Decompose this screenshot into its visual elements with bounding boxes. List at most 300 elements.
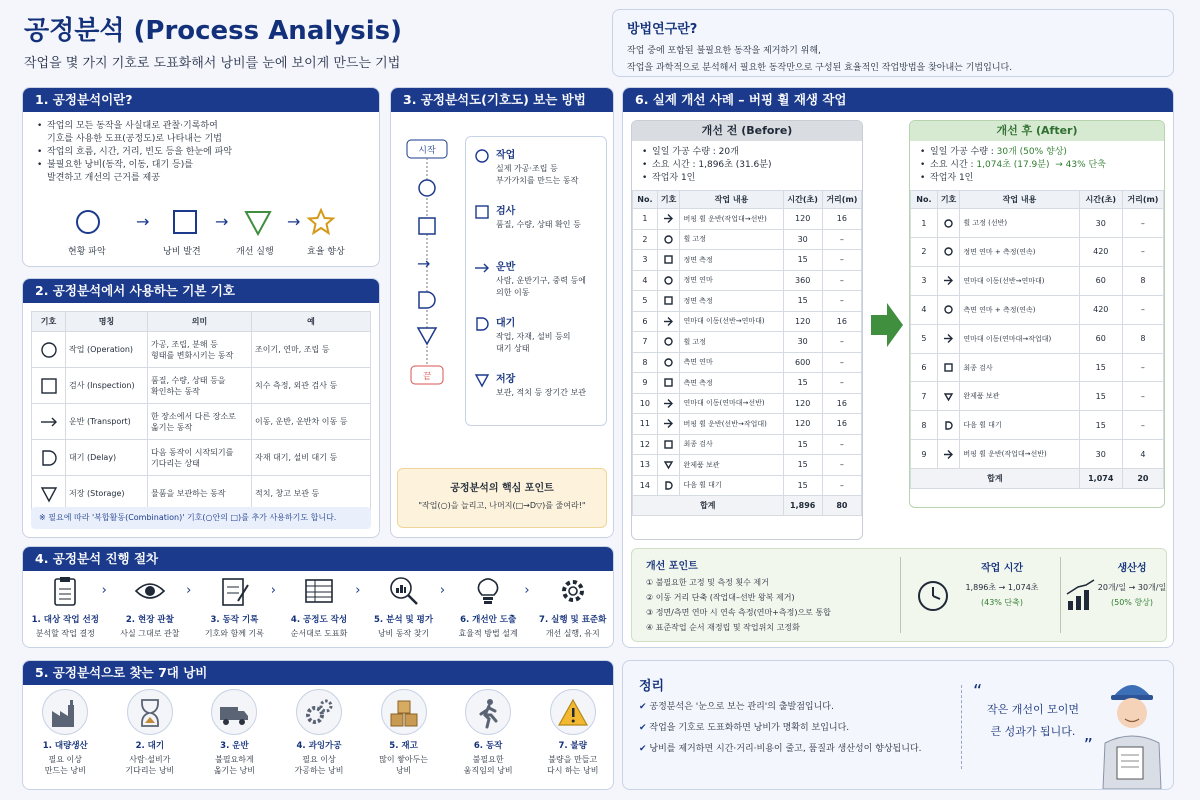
s1-bullet-3: • 불필요한 낭비(동작, 이동, 대기 등)를 발견하고 개선의 근거를 제공 — [37, 159, 365, 185]
row-symbol — [657, 414, 680, 435]
row-symbol — [657, 209, 680, 230]
row-dist: – — [822, 475, 861, 496]
row-task: 정면 연마 + 측정(연속) — [960, 238, 1079, 267]
after-panel — [909, 120, 1165, 508]
process-row — [633, 250, 862, 271]
chevron-right-icon: › — [270, 583, 276, 598]
symbol-cell — [32, 332, 66, 368]
star-icon — [309, 210, 333, 233]
s1-bullet-1: • 작업의 모든 동작을 사실대로 관찰·기록하여 기호를 사용한 도표(공정도)로 나타내는 기법 — [37, 120, 365, 146]
row-time: 420 — [1079, 295, 1122, 324]
row-symbol — [657, 434, 680, 455]
points-item-3: ③ 정면/측면 연마 시 연속 측정(연마+측정)으로 통합 — [646, 608, 831, 617]
notepad-icon — [218, 575, 250, 607]
section-4-header: 4. 공정분석 진행 절차 — [23, 547, 613, 571]
th-example: 예 — [252, 312, 371, 332]
legend-name: 대기 — [496, 318, 516, 329]
symbol-meaning: 가공, 조립, 분해 등 형태를 변화시키는 동작 — [148, 332, 252, 368]
row-task: 연마대 이동(선반→연마대) — [960, 266, 1079, 295]
symbol-row — [32, 332, 371, 368]
legend-desc: 보관, 적치 등 장기간 보관 — [496, 388, 586, 397]
row-dist: – — [822, 291, 861, 312]
symbol-row — [32, 368, 371, 404]
summary-item-1: ✔ 공정분석은 '눈으로 보는 관리'의 출발점입니다. — [639, 702, 834, 712]
process-row — [911, 324, 1164, 353]
bulb-icon — [472, 575, 504, 607]
worker-illustration — [1095, 673, 1169, 789]
after-title: 개선 후 (After) — [910, 121, 1164, 141]
row-no: 7 — [633, 332, 658, 353]
arrow-icon — [943, 275, 954, 286]
symbol-example: 치수 측정, 외관 검사 등 — [252, 368, 371, 404]
symbol-example: 적치, 창고 보관 등 — [252, 476, 371, 512]
legend-name: 작업 — [496, 150, 516, 161]
key-point-text: "작업(○)을 늘리고, 나머지(□→D▽)를 줄여라!" — [418, 501, 586, 510]
truck-icon — [218, 697, 250, 729]
method-line1: 작업 중에 포함된 불필요한 동작을 제거하기 위해, — [627, 46, 821, 56]
symbol-name: 운반 (Transport) — [66, 404, 148, 440]
key-point-title: 공정분석의 핵심 포인트 — [450, 483, 554, 494]
row-symbol — [657, 229, 680, 250]
symbol-table — [31, 311, 371, 512]
page-title: 공정분석 (Process Analysis) — [24, 16, 402, 46]
row-no: 12 — [633, 434, 658, 455]
row-task: 버핑 휠 운반(선반→작업대) — [680, 414, 783, 435]
summary-item-2: ✔ 작업을 기호로 도표화하면 낭비가 명확히 보입니다. — [639, 723, 850, 733]
row-no: 6 — [911, 353, 938, 382]
row-no: 1 — [633, 209, 658, 230]
legend-name: 운반 — [496, 262, 516, 273]
chevron-right-icon: › — [186, 583, 192, 598]
factory-icon — [49, 697, 81, 729]
triangle-icon — [663, 459, 674, 470]
procedure-step — [530, 573, 614, 639]
row-symbol — [937, 382, 960, 411]
row-time: 15 — [783, 291, 822, 312]
row-time: 30 — [783, 332, 822, 353]
waste-title: 5. 재고 — [389, 741, 418, 751]
row-symbol — [657, 373, 680, 394]
points-item-1: ① 불필요한 고정 및 측정 횟수 제거 — [646, 578, 769, 587]
circle-icon — [77, 211, 99, 233]
row-task: 최종 검사 — [680, 434, 783, 455]
waste-title: 2. 대기 — [135, 741, 165, 751]
chevron-right-icon: › — [439, 583, 446, 598]
waste-desc: 필요 이상 만드는 낭비 — [44, 755, 86, 776]
row-time: 120 — [783, 311, 822, 332]
improvement-box — [631, 548, 1167, 642]
section-2 — [22, 278, 380, 538]
total-dist: 20 — [1122, 469, 1163, 489]
row-time: 30 — [1079, 209, 1122, 238]
row-no: 2 — [911, 238, 938, 267]
hourglass-icon — [134, 697, 166, 729]
triangle-icon — [474, 372, 490, 388]
procedure-step — [23, 573, 108, 639]
section-3 — [390, 87, 614, 538]
row-time: 30 — [783, 229, 822, 250]
arrow-icon: → — [215, 212, 229, 231]
row-no: 1 — [911, 209, 938, 238]
waste-item — [108, 689, 193, 776]
table-icon — [303, 575, 335, 607]
waste-title: 3. 운반 — [220, 741, 249, 751]
legend-desc: 품질, 수량, 상태 확인 등 — [496, 220, 581, 229]
process-row — [633, 373, 862, 394]
waste-item — [192, 689, 277, 776]
step-title: 5. 분석 및 평가 — [374, 615, 434, 625]
symbol-name: 저장 (Storage) — [66, 476, 148, 512]
circle-icon — [663, 336, 674, 347]
summary-title: 정리 — [639, 679, 665, 694]
procedure-step — [361, 573, 446, 639]
symbol-name: 대기 (Delay) — [66, 440, 148, 476]
step-title: 7. 실행 및 표준화 — [539, 615, 607, 625]
before-bullet-3: • 작업자 1인 — [642, 172, 852, 185]
row-symbol — [657, 455, 680, 476]
flow-label-2: 낭비 발견 — [163, 247, 201, 257]
legend-item — [474, 313, 598, 369]
waste-title: 4. 과잉가공 — [296, 741, 342, 751]
arrow-icon — [943, 449, 954, 460]
d-icon — [663, 480, 674, 491]
right-arrow-icon — [869, 301, 905, 349]
section-5 — [22, 660, 614, 790]
row-time: 30 — [1079, 440, 1122, 469]
time-title: 작업 시간 — [980, 563, 1024, 574]
procedure-step — [277, 573, 362, 639]
row-dist: – — [822, 332, 861, 353]
before-bullet-2: • 소요 시간 : 1,896초 (31.6분) — [642, 159, 852, 172]
process-row — [633, 352, 862, 373]
s1-bullet-2: • 작업의 흐름, 시간, 거리, 빈도 등을 한눈에 파악 — [37, 146, 365, 159]
section-3-header: 3. 공정분석도(기호도) 보는 방법 — [391, 88, 613, 112]
symbol-example: 조이기, 연마, 조립 등 — [252, 332, 371, 368]
row-no: 8 — [633, 352, 658, 373]
row-dist: – — [822, 270, 861, 291]
magnifier-chart-icon — [388, 575, 420, 607]
row-task: 정면 측정 — [680, 291, 783, 312]
symbol-meaning: 품질, 수량, 상태 등을 확인하는 동작 — [148, 368, 252, 404]
legend-item — [474, 369, 598, 425]
time-value: 1,896초 → 1,074초 — [965, 583, 1039, 592]
row-no: 5 — [633, 291, 658, 312]
quote — [973, 681, 1093, 756]
s3-legend — [465, 136, 607, 426]
symbol-meaning: 물품을 보관하는 동작 — [148, 476, 252, 512]
gears-icon — [303, 697, 335, 729]
row-task: 연마대 이동(선반→연마대) — [680, 311, 783, 332]
legend-desc: 사람, 운반기구, 중력 등에 의한 이동 — [496, 276, 586, 297]
row-no: 4 — [911, 295, 938, 324]
row-dist: 16 — [822, 414, 861, 435]
row-dist: – — [1122, 238, 1163, 267]
step-title: 1. 대상 작업 선정 — [31, 615, 99, 625]
arrow-icon — [663, 418, 674, 429]
square-icon — [943, 362, 954, 373]
check-icon: ✔ — [639, 702, 647, 712]
section-1-header: 1. 공정분석이란? — [23, 88, 379, 112]
col-header: 거리(m) — [1122, 191, 1163, 209]
col-header: No. — [633, 191, 658, 209]
row-time: 120 — [783, 414, 822, 435]
process-row — [633, 434, 862, 455]
triangle-icon — [418, 328, 436, 344]
flow-label-3: 개선 실행 — [236, 247, 274, 257]
prod-value: 20개/일 → 30개/일 — [1097, 583, 1167, 592]
row-task: 측면 연마 + 측정(연속) — [960, 295, 1079, 324]
step-desc: 효율적 방법 설계 — [458, 629, 518, 638]
waste-desc: 많이 쌓아두는 낭비 — [379, 755, 429, 776]
legend-item — [474, 145, 598, 201]
row-no: 4 — [633, 270, 658, 291]
row-no: 5 — [911, 324, 938, 353]
row-dist: – — [1122, 295, 1163, 324]
before-panel — [631, 120, 863, 540]
d-icon — [474, 316, 490, 332]
process-row — [633, 270, 862, 291]
check-icon: ✔ — [639, 723, 647, 733]
row-no: 3 — [911, 266, 938, 295]
close-quote-icon: ” — [1083, 735, 1093, 756]
symbol-meaning: 한 장소에서 다른 장소로 옮기는 동작 — [148, 404, 252, 440]
process-row — [633, 393, 862, 414]
procedure-step — [192, 573, 277, 639]
row-symbol — [937, 411, 960, 440]
row-no: 3 — [633, 250, 658, 271]
circle-icon — [663, 275, 674, 286]
page-subtitle: 작업을 몇 가지 기호로 도표화해서 낭비를 눈에 보이게 만드는 기법 — [24, 56, 401, 71]
start-label: 시작 — [418, 146, 436, 156]
section-5-header: 5. 공정분석으로 찾는 7대 낭비 — [23, 661, 613, 685]
row-dist: 8 — [1122, 324, 1163, 353]
step-title: 6. 개선안 도출 — [460, 615, 517, 625]
row-no: 8 — [911, 411, 938, 440]
waste-desc: 불필요하게 옮기는 낭비 — [213, 755, 256, 776]
process-row — [911, 295, 1164, 324]
row-time: 60 — [1079, 324, 1122, 353]
triangle-icon — [246, 212, 270, 234]
row-dist: – — [1122, 382, 1163, 411]
row-task: 다음 휠 대기 — [680, 475, 783, 496]
waste-title: 1. 대량생산 — [42, 741, 88, 751]
circle-icon — [474, 148, 490, 164]
row-task: 완제품 보관 — [960, 382, 1079, 411]
section-6 — [622, 87, 1174, 648]
row-time: 15 — [783, 434, 822, 455]
quote-line-2: 큰 성과가 됩니다. — [990, 725, 1076, 738]
process-row — [633, 455, 862, 476]
col-header: 작업 내용 — [680, 191, 783, 209]
row-dist: – — [1122, 353, 1163, 382]
row-task: 다음 휠 대기 — [960, 411, 1079, 440]
process-row — [633, 475, 862, 496]
circle-icon — [663, 234, 674, 245]
prod-sub: (50% 향상) — [1110, 598, 1154, 607]
waste-title: 7. 불량 — [558, 741, 587, 751]
step-desc: 사실 그대로 관찰 — [120, 629, 180, 638]
section-1 — [22, 87, 380, 267]
col-header: 거리(m) — [822, 191, 861, 209]
after-bullet-1: • 일일 가공 수량 : 30개 (50% 향상) — [920, 146, 1154, 159]
quote-line-1: 작은 개선이 모이면 — [986, 703, 1079, 716]
symbol-meaning: 다음 동작이 시작되기를 기다리는 상태 — [148, 440, 252, 476]
clipboard-icon — [49, 575, 81, 607]
legend-item — [474, 257, 598, 313]
row-task: 휠 고정 — [680, 332, 783, 353]
check-icon: ✔ — [639, 744, 647, 754]
arrow-icon — [663, 213, 674, 224]
legend-desc: 작업, 자재, 설비 등의 대기 상태 — [496, 332, 571, 353]
symbol-name: 검사 (Inspection) — [66, 368, 148, 404]
process-row — [633, 414, 862, 435]
chevron-right-icon: › — [524, 583, 530, 598]
row-no: 7 — [911, 382, 938, 411]
row-no: 9 — [911, 440, 938, 469]
row-time: 600 — [783, 352, 822, 373]
total-label: 합계 — [633, 496, 784, 516]
square-icon — [663, 439, 674, 450]
row-symbol — [657, 291, 680, 312]
row-symbol — [937, 324, 960, 353]
symbol-name: 작업 (Operation) — [66, 332, 148, 368]
summary-item-3: ✔ 낭비를 제거하면 시간·거리·비용이 줄고, 품질과 생산성이 향상됩니다. — [639, 744, 922, 754]
arrow-icon: → — [287, 212, 301, 231]
symbol-cell — [32, 440, 66, 476]
process-row — [911, 411, 1164, 440]
process-row — [633, 229, 862, 250]
th-symbol: 기호 — [32, 312, 66, 332]
row-no: 10 — [633, 393, 658, 414]
boxes-icon — [388, 697, 420, 729]
clock-icon — [916, 579, 950, 613]
procedure-step — [108, 573, 193, 639]
flow-label-1: 현황 파악 — [68, 247, 106, 257]
circle-icon — [943, 304, 954, 315]
row-dist: – — [822, 434, 861, 455]
arrow-icon: → — [136, 212, 150, 231]
step-title: 4. 공정도 작성 — [290, 615, 348, 625]
waste-item — [361, 689, 446, 776]
s3-flowchart — [399, 136, 459, 406]
row-symbol — [937, 353, 960, 382]
process-row — [633, 332, 862, 353]
row-dist: – — [822, 373, 861, 394]
row-dist: – — [822, 229, 861, 250]
total-row — [633, 496, 862, 516]
arrow-icon: → — [417, 254, 431, 273]
eye-icon — [134, 575, 166, 607]
symbol-example: 이동, 운반, 운반차 이동 등 — [252, 404, 371, 440]
flow-label-4: 효율 향상 — [307, 247, 345, 257]
row-time: 120 — [783, 393, 822, 414]
row-dist: 16 — [822, 311, 861, 332]
waste-title: 6. 동작 — [473, 741, 503, 751]
chevron-right-icon: › — [355, 583, 361, 598]
step-title: 3. 동작 기록 — [210, 615, 259, 625]
process-row — [633, 311, 862, 332]
square-icon — [663, 377, 674, 388]
d-icon — [943, 420, 954, 431]
end-label: 끝 — [422, 372, 432, 382]
points-title: 개선 포인트 — [646, 561, 698, 572]
row-time: 15 — [1079, 353, 1122, 382]
row-time: 360 — [783, 270, 822, 291]
chevron-right-icon: › — [101, 583, 107, 598]
walker-icon — [472, 697, 504, 729]
symbol-row — [32, 440, 371, 476]
process-row — [911, 238, 1164, 267]
s1-flow-icons — [23, 206, 380, 238]
method-title: 방법연구란? — [627, 22, 698, 37]
row-no: 11 — [633, 414, 658, 435]
circle-icon — [40, 341, 58, 359]
procedure-step — [446, 573, 531, 639]
s1-flow — [23, 206, 380, 266]
legend-name: 저장 — [496, 374, 516, 385]
row-symbol — [657, 475, 680, 496]
row-symbol — [657, 352, 680, 373]
method-line2: 작업을 과학적으로 분석해서 필요한 동작만으로 구성된 효율적인 작업방법을 찾아내는 기법입니다. — [627, 63, 1013, 73]
symbol-cell — [32, 404, 66, 440]
row-dist: – — [822, 352, 861, 373]
row-no: 13 — [633, 455, 658, 476]
row-symbol — [657, 250, 680, 271]
col-header: No. — [911, 191, 938, 209]
step-desc: 분석할 작업 결정 — [35, 629, 95, 638]
step-desc: 순서대로 도표화 — [290, 629, 348, 638]
row-dist: 16 — [822, 393, 861, 414]
row-time: 15 — [1079, 382, 1122, 411]
col-header: 작업 내용 — [960, 191, 1079, 209]
square-icon — [40, 377, 58, 395]
row-no: 9 — [633, 373, 658, 394]
process-row — [911, 440, 1164, 469]
row-task: 완제품 보관 — [680, 455, 783, 476]
after-bullet-2: • 소요 시간 : 1,074초 (17.9분) → 43% 단축 — [920, 159, 1154, 172]
col-header: 시간(초) — [783, 191, 822, 209]
row-task: 버핑 휠 운반(작업대→선반) — [960, 440, 1079, 469]
row-symbol — [937, 209, 960, 238]
row-time: 120 — [783, 209, 822, 230]
square-icon — [174, 211, 196, 233]
row-dist: – — [1122, 411, 1163, 440]
waste-item — [277, 689, 362, 776]
legend-name: 검사 — [496, 206, 516, 217]
process-row — [633, 209, 862, 230]
row-time: 15 — [783, 475, 822, 496]
row-symbol — [937, 440, 960, 469]
waste-desc: 필요 이상 가공하는 낭비 — [294, 755, 344, 776]
square-icon — [419, 218, 435, 234]
step-desc: 낭비 동작 찾기 — [377, 629, 430, 638]
prod-title: 생산성 — [1117, 563, 1147, 574]
open-quote-icon: “ — [973, 681, 983, 702]
key-point-box — [397, 468, 607, 528]
row-dist: 8 — [1122, 266, 1163, 295]
process-row — [911, 353, 1164, 382]
total-time: 1,896 — [783, 496, 822, 516]
legend-desc: 실제 가공·조립 등 부가가치를 만드는 동작 — [496, 164, 579, 185]
row-time: 15 — [1079, 411, 1122, 440]
circle-icon — [943, 218, 954, 229]
waste-desc: 사람·설비가 기다리는 낭비 — [125, 755, 175, 776]
row-time: 420 — [1079, 238, 1122, 267]
row-dist: 4 — [1122, 440, 1163, 469]
row-time: 15 — [783, 250, 822, 271]
symbol-row — [32, 404, 371, 440]
th-meaning: 의미 — [148, 312, 252, 332]
